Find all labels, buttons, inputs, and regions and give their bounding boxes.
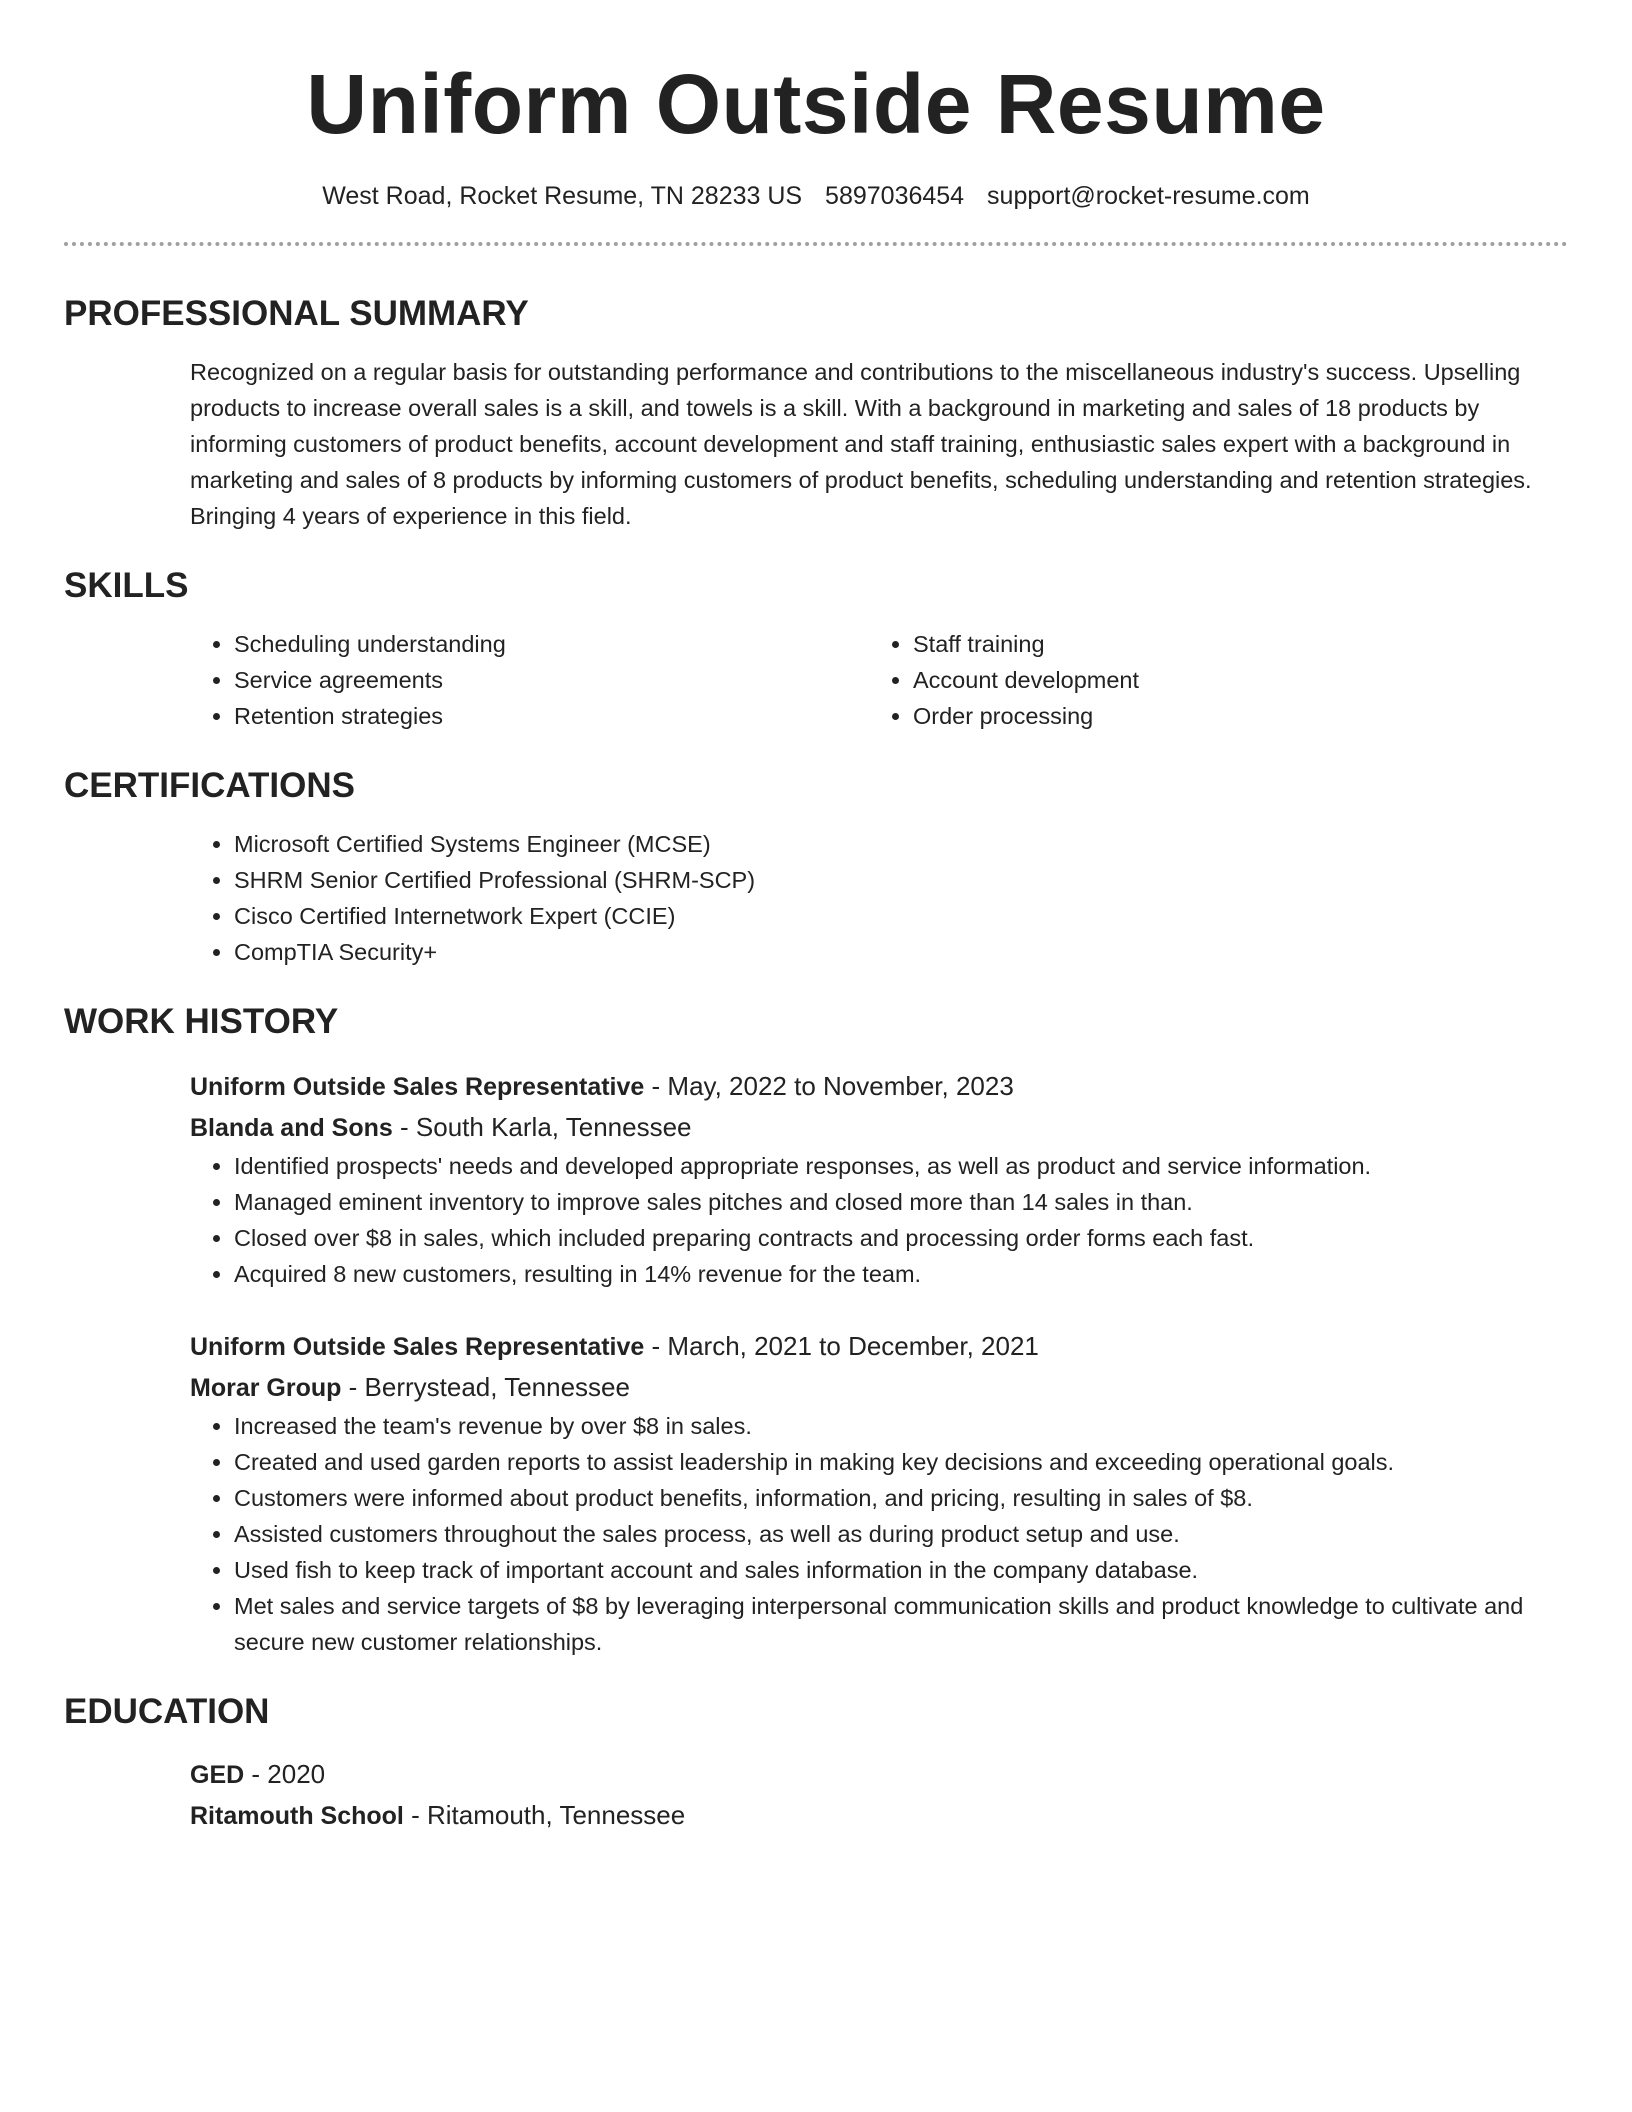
- job-bullet: • Met sales and service targets of $8 by leveraging interpersonal communication skills and product knowledge to cultivate and secure new customer relationships.: [234, 1588, 1568, 1660]
- job-bullet: • Managed eminent inventory to improve sales pitches and closed more than 14 sales in than.: [234, 1184, 1568, 1220]
- work-history-heading: WORK HISTORY: [64, 1002, 339, 1041]
- job-bullet: • Used fish to keep track of important account and sales information in the company database.: [234, 1552, 1568, 1588]
- job-location: - Berrystead, Tennessee: [341, 1372, 630, 1402]
- skill-item: • Account development: [913, 662, 1568, 698]
- job-company-line: [190, 1367, 1568, 1408]
- education-heading: EDUCATION: [64, 1692, 270, 1731]
- skills-column-left: [190, 626, 869, 734]
- skills-column-right: [869, 626, 1568, 734]
- job-entry: [190, 1066, 1568, 1292]
- header-divider: [64, 242, 1568, 246]
- skill-item: • Retention strategies: [234, 698, 869, 734]
- skill-item: • Order processing: [913, 698, 1568, 734]
- resume-name: Uniform Outside Resume: [306, 57, 1326, 151]
- certifications-list: [190, 826, 1568, 970]
- skills-list: [190, 626, 1568, 734]
- contact-phone: 5897036454: [825, 182, 965, 210]
- job-company: Blanda and Sons: [190, 1114, 393, 1142]
- job-role: Uniform Outside Sales Representative: [190, 1333, 645, 1361]
- certification-item: • SHRM Senior Certified Professional (SHRM-SCP): [234, 862, 1568, 898]
- education-degree-line: [190, 1754, 1568, 1795]
- job-responsibilities: [190, 1408, 1568, 1660]
- education-school-line: [190, 1795, 1568, 1836]
- education-school: Ritamouth School: [190, 1802, 404, 1830]
- certification-item: • Microsoft Certified Systems Engineer (MCSE): [234, 826, 1568, 862]
- job-company-line: [190, 1107, 1568, 1148]
- job-dates: - March, 2021 to December, 2021: [644, 1331, 1039, 1361]
- job-title-line: [190, 1326, 1568, 1367]
- job-entry: [190, 1326, 1568, 1660]
- certifications-heading: CERTIFICATIONS: [64, 766, 356, 805]
- education-entry: [190, 1754, 1568, 1836]
- job-dates: - May, 2022 to November, 2023: [644, 1071, 1014, 1101]
- job-bullet: • Created and used garden reports to assist leadership in making key decisions and exceeding operational goals.: [234, 1444, 1568, 1480]
- job-location: - South Karla, Tennessee: [392, 1112, 692, 1142]
- contact-line: [64, 180, 1568, 212]
- skill-item: • Staff training: [913, 626, 1568, 662]
- job-title-line: [190, 1066, 1568, 1107]
- job-bullet: • Closed over $8 in sales, which included preparing contracts and processing order forms each fast.: [234, 1220, 1568, 1256]
- certification-item: • CompTIA Security+: [234, 934, 1568, 970]
- skills-heading: SKILLS: [64, 566, 189, 605]
- job-bullet: • Increased the team's revenue by over $8 in sales.: [234, 1408, 1568, 1444]
- education-year: - 2020: [244, 1759, 326, 1789]
- job-bullet: • Customers were informed about product benefits, information, and pricing, resulting in sales of $8.: [234, 1480, 1568, 1516]
- education-location: - Ritamouth, Tennessee: [403, 1800, 686, 1830]
- job-bullet: • Identified prospects' needs and developed appropriate responses, as well as product and service information.: [234, 1148, 1568, 1184]
- skill-item: • Service agreements: [234, 662, 869, 698]
- contact-address: West Road, Rocket Resume, TN 28233 US: [322, 182, 803, 210]
- education-degree: GED: [190, 1761, 245, 1789]
- contact-email: support@rocket-resume.com: [987, 182, 1310, 210]
- job-role: Uniform Outside Sales Representative: [190, 1073, 645, 1101]
- skill-item: • Scheduling understanding: [234, 626, 869, 662]
- summary-text: Recognized on a regular basis for outstanding performance and contributions to the miscellaneous industry's success. Upselling products to increase overall sales is a skill, and towels is a skill. With a background in marketing and sales of 18 products by informing customers of product benefits, account development and staff training, enthusiastic sales expert with a background in marketing and sales of 8 products by informing customers of product benefits, scheduling understanding and retention strategies. Bringing 4 years of experience in this field.: [190, 359, 1532, 529]
- job-company: Morar Group: [190, 1374, 342, 1402]
- job-bullet: • Acquired 8 new customers, resulting in 14% revenue for the team.: [234, 1256, 1568, 1292]
- certifications-bullets: [190, 826, 1568, 970]
- job-bullet: • Assisted customers throughout the sales process, as well as during product setup and use.: [234, 1516, 1568, 1552]
- certification-item: • Cisco Certified Internetwork Expert (CCIE): [234, 898, 1568, 934]
- job-responsibilities: [190, 1148, 1568, 1292]
- summary-heading: PROFESSIONAL SUMMARY: [64, 294, 529, 333]
